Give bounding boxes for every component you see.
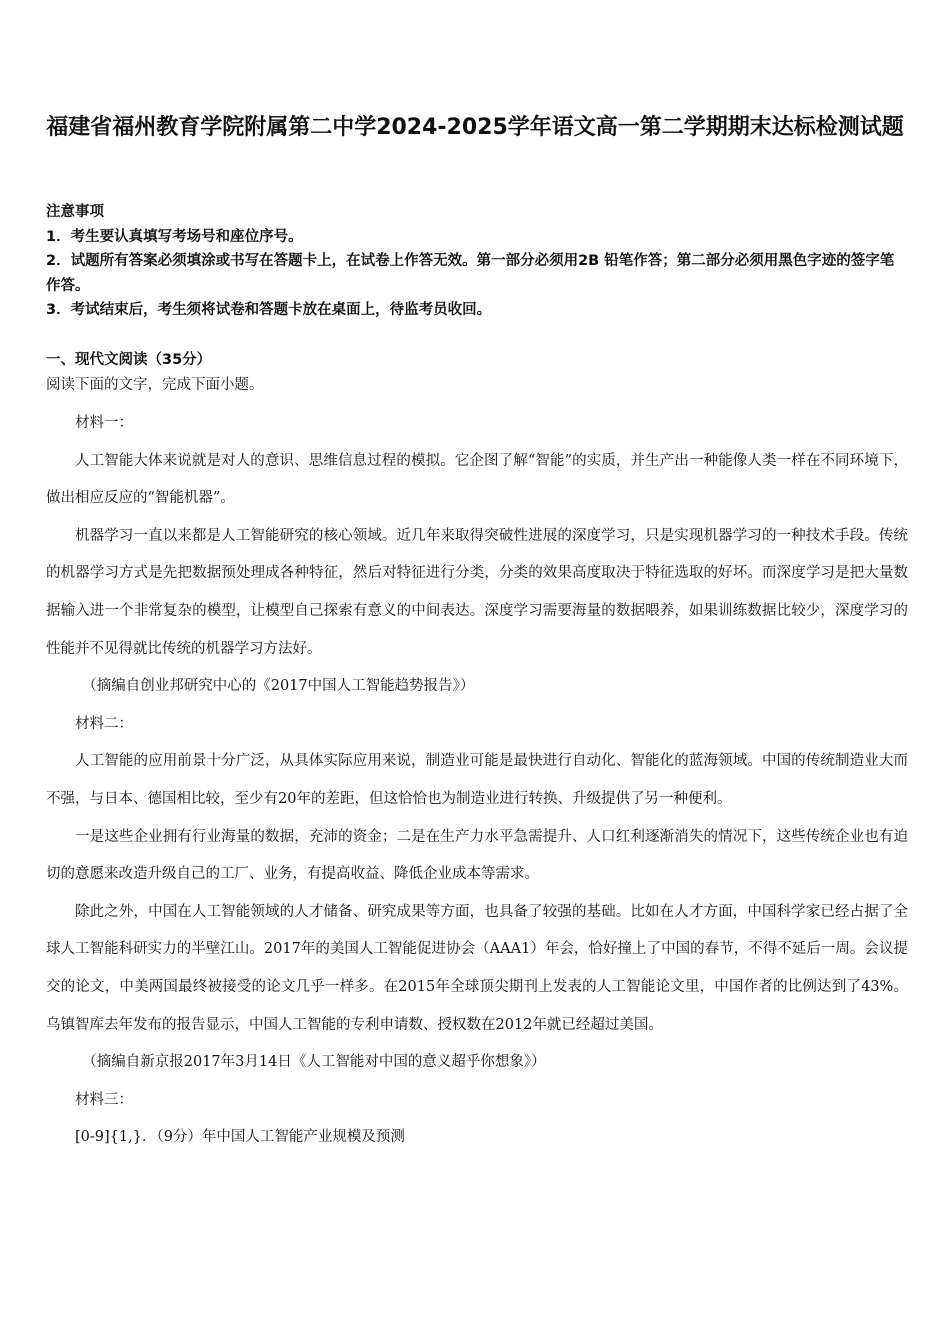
- material1-paragraph-2: 机器学习一直以来都是人工智能研究的核心领域。近几年来取得突破性进展的深度学习，只是实现机器学习的一种技术手段。传统的机器学习方式是先把数据预处理成各种特征，然后对特征进行分类，分类的效果高度取决于特征选取的好坏。而深度学习是把大量数据输入进一个非常复杂的模型，让模型自己探索有意义的中间表达。深度学习需要海量的数据喂养，如果训练数据比较少，深度学习的性能并不见得就比传统的机器学习方法好。: [46, 527, 908, 657]
- section-heading: 一、现代文阅读（35分）: [46, 352, 212, 368]
- material2-paragraph-3: 除此之外，中国在人工智能领域的人才储备、研究成果等方面，也具备了较强的基础。比如在人才方面，中国科学家已经占据了全球人工智能科研实力的半壁江山。2017年的美国人工智能促进协会（AAA1）年会，恰好撞上了中国的春节，不得不延后一周。会议提交的论文，中美两国最终被接受的论文几乎一样多。在2015年全球顶尖期刊上发表的人工智能论文里，中国作者的比例达到了43%。乌镇智库去年发布的报告显示，中国人工智能的专利申请数、授权数在2012年就已经超过美国。: [46, 903, 908, 1033]
- notes-item-2: 2．试题所有答案必须填涂或书写在答题卡上，在试卷上作答无效。第一部分必须用2B 铅笔作答；第二部分必须用黑色字迹的签字笔作答。: [46, 253, 895, 294]
- material2-paragraph-1: 人工智能的应用前景十分广泛，从具体实际应用来说，制造业可能是最快进行自动化、智能化的蓝海领域。中国的传统制造业大而不强，与日本、德国相比较，至少有20年的差距，但这恰恰也为制造业进行转换、升级提供了另一种便利。: [46, 753, 908, 807]
- section-instruction: 阅读下面的文字，完成下面小题。: [46, 377, 264, 393]
- material1-label: 材料一：: [75, 415, 133, 431]
- notes-item-1: 1．考生要认真填写考场号和座位序号。: [46, 228, 303, 245]
- notes-heading: 注意事项: [46, 204, 104, 220]
- exam-title: 福建省福州教育学院附属第二中学2024-2025学年语文高一第二学期期末达标检测试题: [46, 115, 904, 140]
- material3-label: 材料三：: [75, 1091, 133, 1108]
- material1-source: （摘编自创业邦研究中心的《2017中国人工智能趋势报告》）: [82, 678, 475, 695]
- section-reading-header: [46, 348, 908, 398]
- material1-paragraph-1: 人工智能大体来说就是对人的意识、思维信息过程的模拟。它企图了解“智能”的实质，并生产出一种能像人类一样在不同环境下，做出相应反应的“智能机器”。: [46, 452, 908, 507]
- material2-label: 材料二：: [75, 715, 133, 732]
- material2-paragraph-2: 一是这些企业拥有行业海量的数据，充沛的资金；二是在生产力水平急需提升、人口红利逐渐消失的情况下，这些传统企业也有迫切的意愿来改造升级自己的工厂、业务，有提高收益、降低企业成本等需求。: [46, 828, 908, 883]
- material2-source: （摘编自新京报2017年3月14日《人工智能对中国的意义超乎你想象》）: [82, 1054, 546, 1071]
- reading-materials: [46, 405, 908, 1157]
- exam-notes: [46, 200, 908, 323]
- notes-item-3: 3．考试结束后，考生须将试卷和答题卡放在桌面上，待监考员收回。: [46, 302, 492, 318]
- material3-caption: [0-9]{1,}．（9分）年中国人工智能产业规模及预测: [75, 1129, 405, 1146]
